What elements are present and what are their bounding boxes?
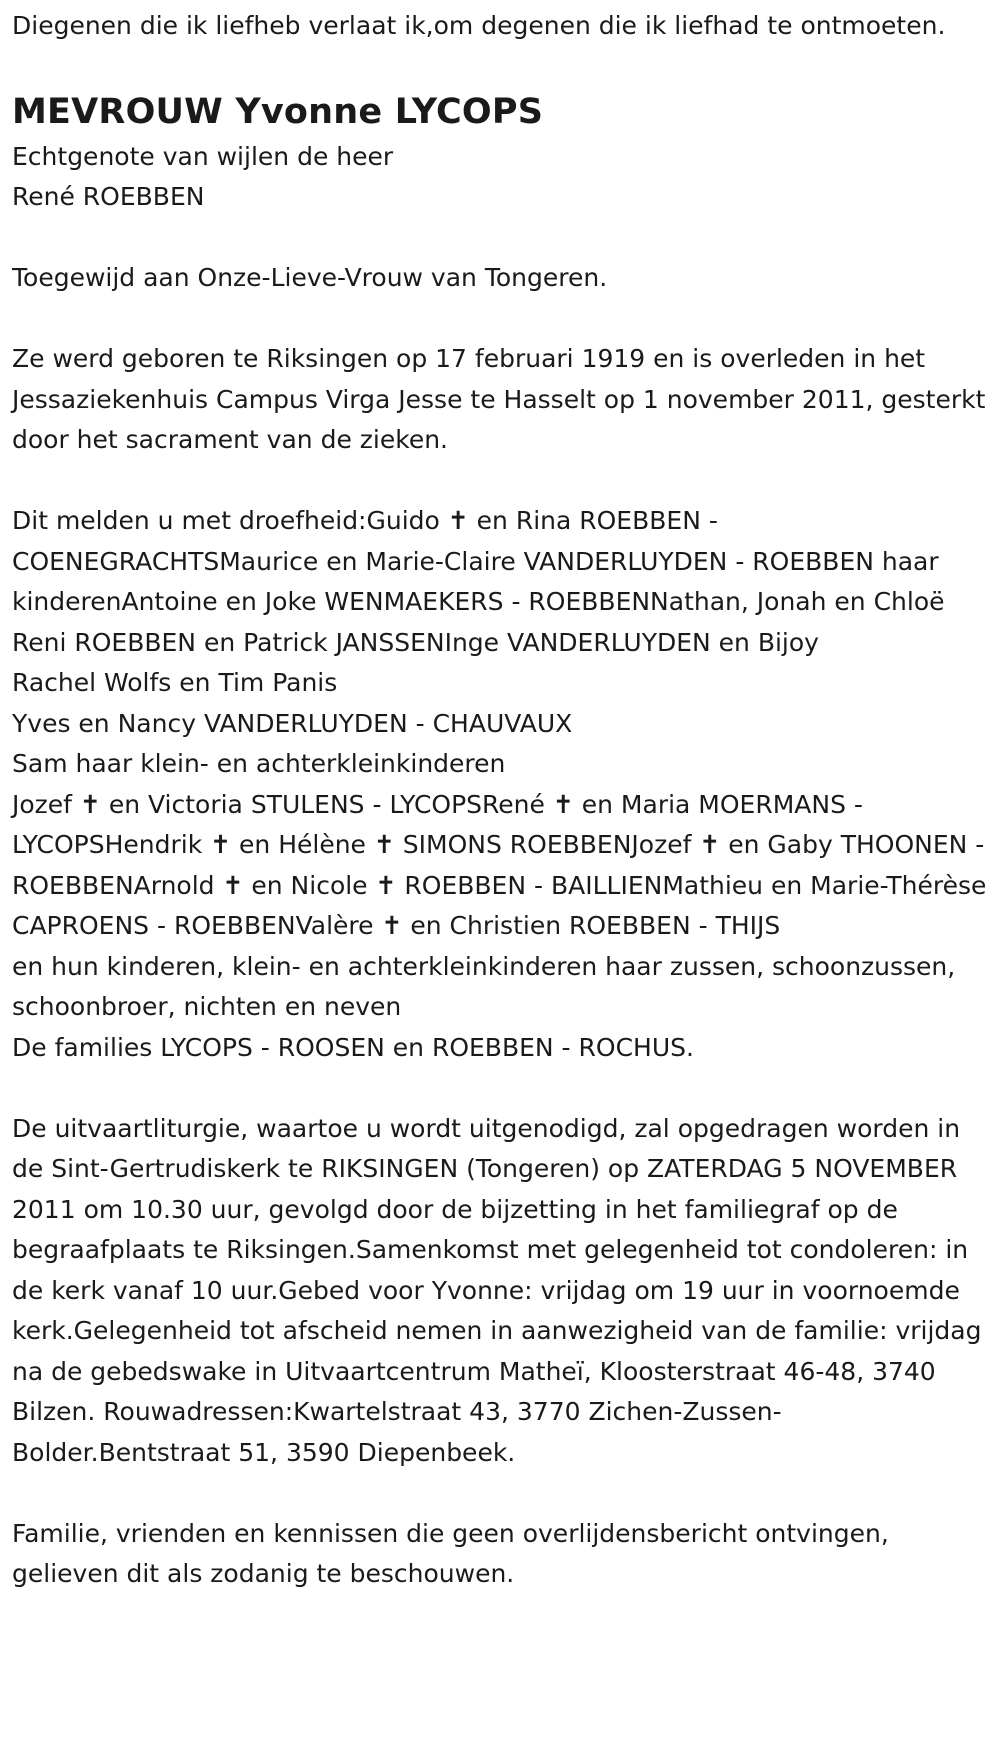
spacer [12,1473,988,1514]
spacer [12,299,988,340]
mourner-line: Reni ROEBBEN en Patrick JANSSENInge VANDERLUYDEN en Bijoy [12,627,819,657]
siblings-block: Jozef ✝ en Victoria STULENS - LYCOPSRené ✝ en Maria MOERMANS - LYCOPSHendrik ✝ en Hélène ✝ SIMONS ROEBBENJozef ✝ en Gaby THOONEN - ROEBBENArnold ✝ en Nicole ✝ ROEBBEN - BAILLIENMathieu en Marie-Thérèse CAPROENS - ROEBBENValère ✝ en Christien ROEBBEN - THIJS [12,789,987,940]
mourners-list [12,501,988,1068]
mourner-line: Rachel Wolfs en Tim Panis [12,668,338,697]
children-block: Dit melden u met droefheid:Guido ✝ en Rina ROEBBEN - COENEGRACHTSMaurice en Marie-Claire VANDERLUYDEN - ROEBBEN haar kinderenAntoine en Joke WENMAEKERS - ROEBBENNathan, Jonah en Chloë [12,506,945,616]
mourner-line: en hun kinderen, klein- en achterkleinkinderen haar zussen, schoonzussen, schoonbroer, nichten en neven [12,951,956,1021]
spacer [12,461,988,502]
spouse-line-2: René ROEBBEN [12,182,205,211]
mourner-line: Yves en Nancy VANDERLUYDEN - CHAUVAUX [12,708,573,738]
closing-note: Familie, vrienden en kennissen die geen overlijdensbericht ontvingen, gelieven dit als zodanig te beschouwen. [12,1518,889,1588]
opening-quote: Diegenen die ik liefheb verlaat ik,om degenen die ik liefhad te ontmoeten. [12,11,946,40]
mourner-line: Sam haar klein- en achterkleinkinderen [12,749,506,778]
spouse-line-1: Echtgenote van wijlen de heer [12,141,394,171]
spacer [12,1068,988,1109]
deceased-name: MEVROUW Yvonne LYCOPS [12,91,544,132]
families-line: De families LYCOPS - ROOSEN en ROEBBEN - ROCHUS. [12,1032,694,1062]
funeral-details: De uitvaartliturgie, waartoe u wordt uitgenodigd, zal opgedragen worden in de Sint-Gertrudiskerk te RIKSINGEN (Tongeren) op ZATERDAG 5 NOVEMBER 2011 om 10.30 uur, gevolgd door de bijzetting in het familiegraf op de begraafplaats te Riksingen.Samenkomst met gelegenheid tot condoleren: in de kerk vanaf 10 uur.Gebed voor Yvonne: vrijdag om 19 uur in voornoemde kerk.Gelegenheid tot afscheid nemen in aanwezigheid van de familie: vrijdag na de gebedswake in Uitvaartcentrum Matheï, Kloosterstraat 46-48, 3740 Bilzen. Rouwadressen:Kwartelstraat 43, 3770 Zichen-Zussen-Bolder.Bentstraat 51, 3590 Diepenbeek. [12,1113,982,1467]
spacer [12,218,988,259]
dedication-text: Toegewijd aan Onze-Lieve-Vrouw van Tongeren. [12,263,608,292]
birth-death-text: Ze werd geboren te Riksingen op 17 februari 1919 en is overleden in het Jessaziekenhuis Campus Virga Jesse te Hasselt op 1 november 2011, gesterkt door het sacrament van de zieken. [12,344,986,454]
